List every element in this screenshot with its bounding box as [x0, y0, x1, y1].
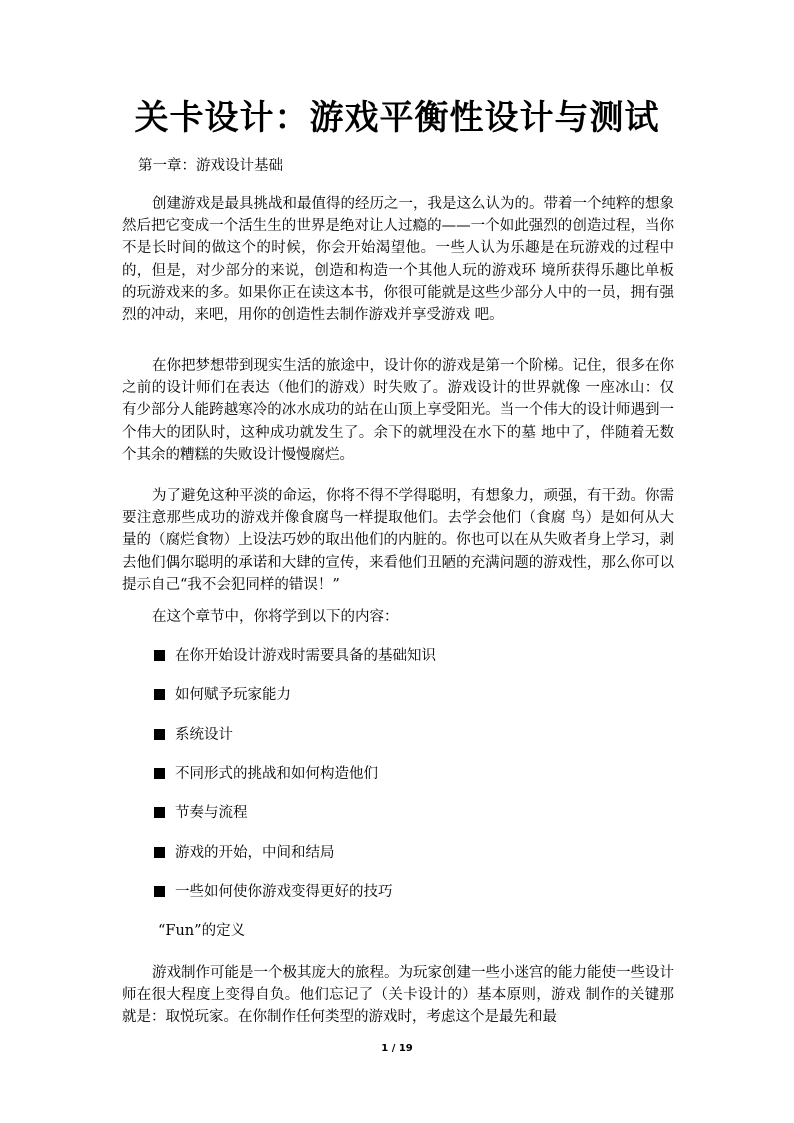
bullet-item	[154, 764, 378, 784]
square-bullet-icon	[154, 650, 165, 661]
paragraph-1: 创建游戏是最具挑战和最值得的经历之一，我是这么认为的。带着一个纯粹的想象然后把它变成一个活生生的世界是绝对让人过瘾的——一个如此强烈的创造过程，当你不是长时间的做这个的时候，你会开始渴望他。一些人认为乐趣是在玩游戏的过程中的，但是，对少部分的来说，创造和构造一个其他人玩的游戏环 境所获得乐趣比单板的玩游戏来的多。如果你正在读这本书，你很可能就是这些少部分人中的一员，拥有强烈的冲动，来吧，用你的创造性去制作游戏并享受游戏 吧。	[122, 196, 674, 324]
square-bullet-icon	[154, 729, 165, 740]
bullet-text: 节奏与流程	[175, 805, 248, 821]
list-intro: 在这个章节中，你将学到以下的内容：	[152, 609, 399, 625]
bullet-item	[154, 803, 248, 823]
chapter-heading: 第一章：游戏设计基础	[138, 158, 283, 174]
bullet-text: 一些如何使你游戏变得更好的技巧	[175, 884, 393, 900]
document-title: 关卡设计：游戏平衡性设计与测试	[134, 98, 660, 138]
paragraph-2: 在你把梦想带到现实生活的旅途中，设计你的游戏是第一个阶梯。记住，很多在你之前的设计师们在表达（他们的游戏）时失败了。游戏设计的世界就像 一座冰山：仅有少部分人能跨越寒冷的冰水成功的站在山顶上享受阳光。当一个伟大的设计师遇到一个伟大的团队时，这种成功就发生了。余下的就埋没在水下的墓 地中了，伴随着无数个其余的糟糕的失败设计慢慢腐烂。	[122, 358, 674, 463]
bullet-item	[154, 646, 436, 666]
bullet-item	[154, 843, 335, 863]
bullet-item	[154, 882, 393, 902]
bullet-item	[154, 685, 291, 705]
bullet-text: 在你开始设计游戏时需要具备的基础知识	[175, 648, 436, 664]
square-bullet-icon	[154, 807, 165, 818]
square-bullet-icon	[154, 886, 165, 897]
paragraph-3: 为了避免这种平淡的命运，你将不得不学得聪明，有想象力，顽强，有干劲。你需要注意那些成功的游戏并像食腐鸟一样提取他们。去学会他们（食腐 鸟）是如何从大量的（腐烂食物）上设法巧妙的取出他们的内脏的。你也可以在从失败者身上学习，剥去他们偶尔聪明的承诺和大肆的宣传，来看他们丑陋的充满问题的游戏性，那么你可以提示自己“我不会犯同样的错误！”	[122, 488, 674, 593]
square-bullet-icon	[154, 689, 165, 700]
square-bullet-icon	[154, 847, 165, 858]
bullet-text: 游戏的开始，中间和结局	[175, 845, 335, 861]
bullet-text: 不同形式的挑战和如何构造他们	[175, 766, 378, 782]
bullet-text: 如何赋予玩家能力	[175, 687, 291, 703]
section-subheading: “Fun”的定义	[158, 923, 246, 939]
page-number: 1 / 19	[381, 1043, 413, 1054]
bullet-text: 系统设计	[175, 727, 233, 743]
bullet-item	[154, 725, 233, 745]
paragraph-4: 游戏制作可能是一个极其庞大的旅程。为玩家创建一些小迷宫的能力能使一些设计师在很大程度上变得自负。他们忘记了（关卡设计的）基本原则，游戏 制作的关键那就是：取悦玩家。在你制作任何类型的游戏时，考虑这个是最先和最	[122, 965, 674, 1026]
square-bullet-icon	[154, 768, 165, 779]
